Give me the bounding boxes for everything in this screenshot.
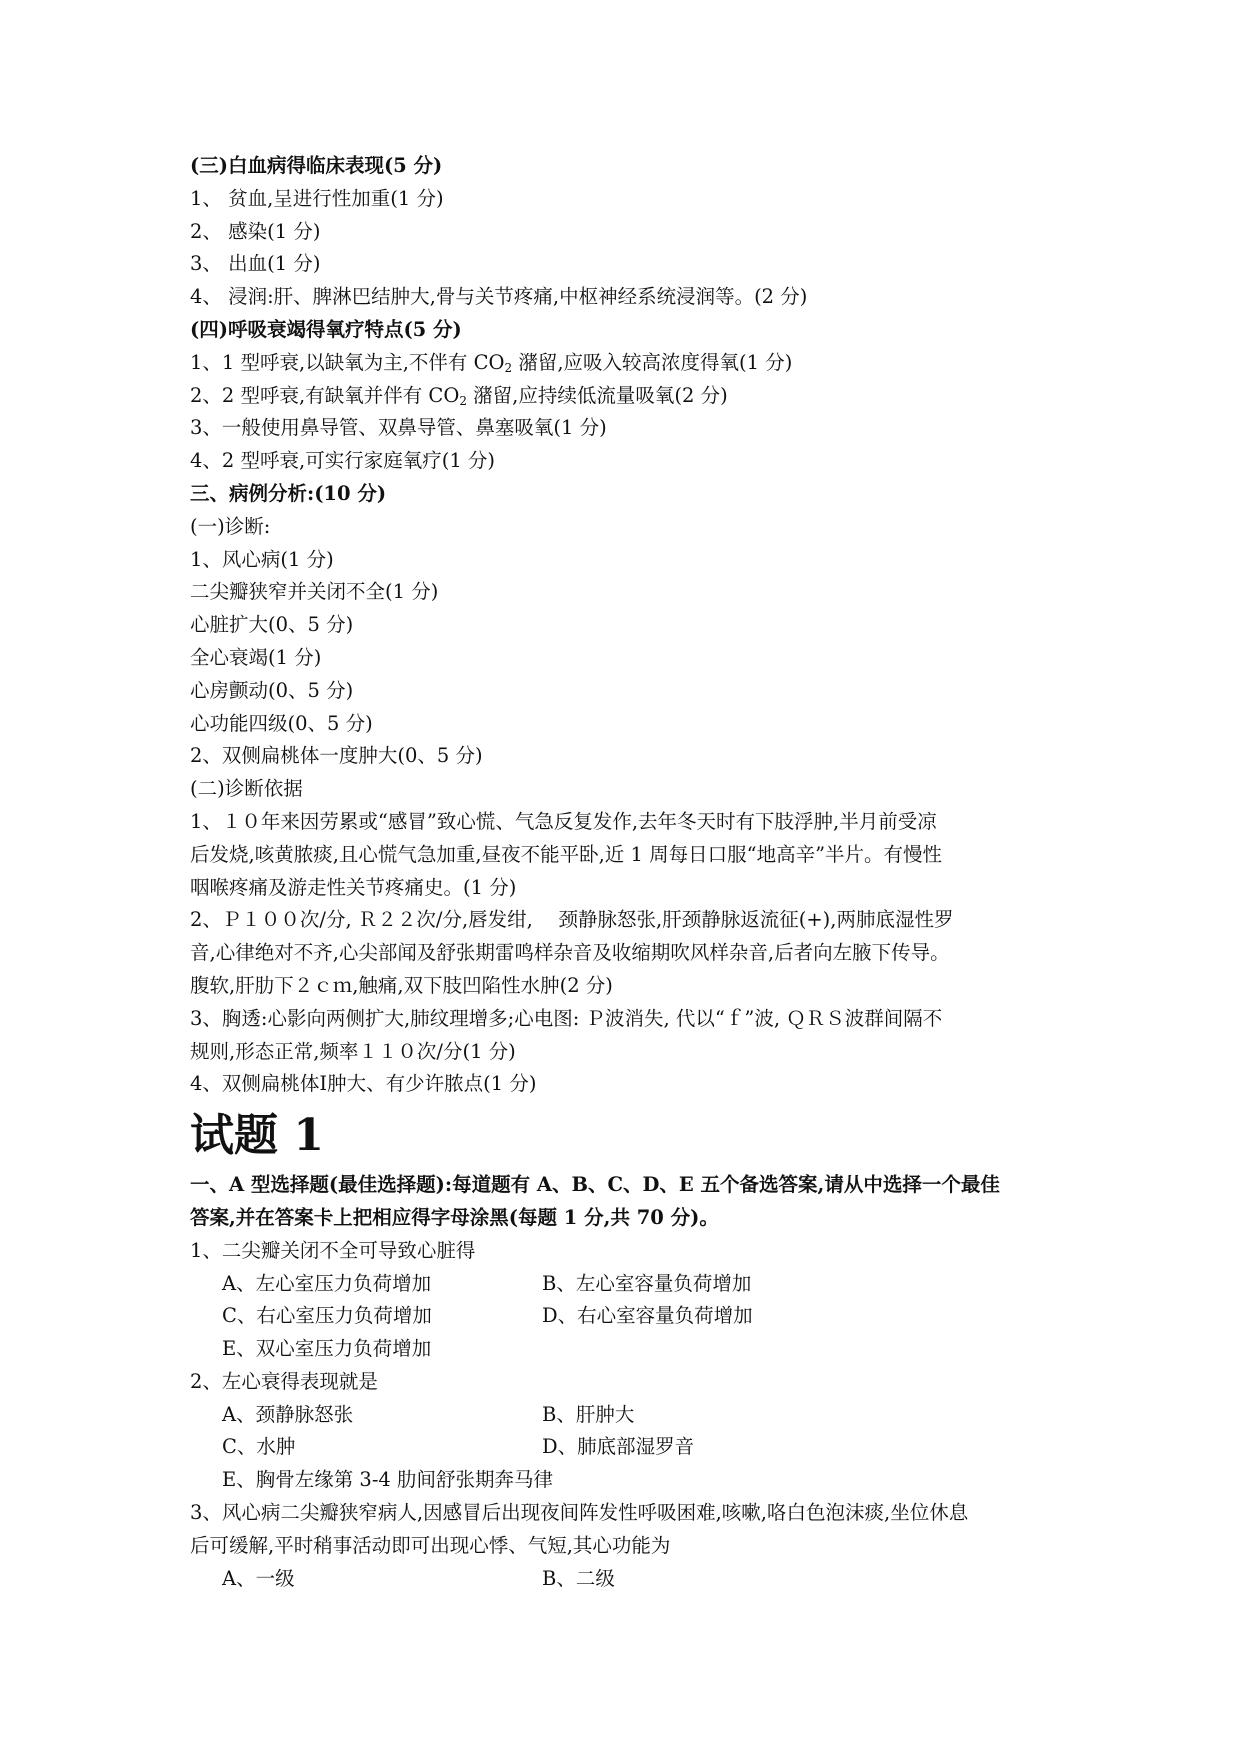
exam-instructions: 答案,并在答案卡上把相应得字母涂黑(每题 1 分,共 70 分)。 <box>190 1205 719 1229</box>
option-a: A、颈静脉怒张 <box>222 1402 354 1426</box>
basis-paragraph-line: 1、１０年来因劳累或“感冒”致心慌、气急反复发作,去年冬天时有下肢浮肿,半月前受凉 <box>190 809 937 833</box>
basis-paragraph-line: 4、双侧扁桃体Ⅰ肿大、有少许脓点(1 分) <box>190 1072 537 1096</box>
diagnosis-item: 心功能四级(0、5 分) <box>190 711 373 735</box>
diagnosis-item: 全心衰竭(1 分) <box>190 645 322 669</box>
option-a: A、左心室压力负荷增加 <box>222 1271 432 1295</box>
option-row <box>190 1563 1060 1596</box>
list-item: 3、 出血(1 分) <box>190 252 321 276</box>
question-stem: 1、二尖瓣关闭不全可导致心脏得 <box>190 1238 476 1262</box>
list-item: 2、 感染(1 分) <box>190 219 321 243</box>
basis-paragraph-line: 后发烧,咳黄脓痰,且心慌气急加重,昼夜不能平卧,近 1 周每日口服“地高辛”半片。有慢性 <box>190 842 943 866</box>
basis-paragraph-line: 3、胸透:心影向两侧扩大,肺纹理增多;心电图: Ｐ波消失, 代以“ｆ”波, ＱＲＳ波群间隔不 <box>190 1006 943 1030</box>
option-row <box>190 1333 1060 1366</box>
item-text: 2、2 型呼衰,有缺氧并伴有 CO <box>190 383 460 407</box>
option-b: B、二级 <box>542 1566 615 1590</box>
option-row <box>190 1399 1060 1432</box>
option-e: E、胸骨左缘第 3-4 肋间舒张期奔马律 <box>222 1468 554 1492</box>
list-item: 3、一般使用鼻导管、双鼻导管、鼻塞吸氧(1 分) <box>190 416 607 440</box>
list-item: 1、 贫血,呈进行性加重(1 分) <box>190 186 444 210</box>
diagnosis-item: 1、风心病(1 分) <box>190 547 334 571</box>
list-item <box>190 380 1060 413</box>
subsection-heading: (一)诊断: <box>190 514 271 538</box>
list-item: 4、 浸润:肝、脾淋巴结肿大,骨与关节疼痛,中枢神经系统浸润等。(2 分) <box>190 285 808 309</box>
diagnosis-item: 2、双侧扁桃体一度肿大(0、5 分) <box>190 744 483 768</box>
section-heading: 三、病例分析:(10 分) <box>190 481 387 505</box>
basis-paragraph-line: 音,心律绝对不齐,心尖部闻及舒张期雷鸣样杂音及收缩期吹风样杂音,后者向左腋下传导。 <box>190 941 950 965</box>
basis-paragraph-line: 腹软,肝肋下２ｃｍ,触痛,双下肢凹陷性水肿(2 分) <box>190 973 613 997</box>
option-a: A、一级 <box>222 1566 295 1590</box>
option-d: D、肺底部湿罗音 <box>542 1435 695 1459</box>
list-item <box>190 347 1060 380</box>
option-e: E、双心室压力负荷增加 <box>222 1337 432 1361</box>
question-stem: 2、左心衰得表现就是 <box>190 1369 378 1393</box>
section-heading: (三)白血病得临床表现(5 分) <box>190 154 443 177</box>
document-content <box>190 150 1060 1595</box>
basis-paragraph-line: 规则,形态正常,频率１１０次/分(1 分) <box>190 1039 516 1063</box>
section-heading: (四)呼吸衰竭得氧疗特点(5 分) <box>190 317 462 341</box>
option-b: B、左心室容量负荷增加 <box>542 1271 752 1295</box>
option-row <box>190 1464 1060 1497</box>
exam-instructions: 一、A 型选择题(最佳选择题):每道题有 A、B、C、D、E 五个备选答案,请从中选择一个最佳 <box>190 1173 1000 1197</box>
option-d: D、右心室容量负荷增加 <box>542 1304 753 1328</box>
option-b: B、肝肿大 <box>542 1402 635 1426</box>
item-text: 潴留,应吸入较高浓度得氧(1 分) <box>512 350 793 374</box>
item-text: 1、1 型呼衰,以缺氧为主,不伴有 CO <box>190 350 505 374</box>
list-item: 4、2 型呼衰,可实行家庭氧疗(1 分) <box>190 449 496 473</box>
option-row <box>190 1268 1060 1301</box>
subsection-heading: (二)诊断依据 <box>190 777 303 801</box>
question-stem: 后可缓解,平时稍事活动即可出现心悸、气短,其心功能为 <box>190 1533 671 1557</box>
item-text: 潴留,应持续低流量吸氧(2 分) <box>466 383 728 407</box>
exam-title: 试题 1 <box>190 1110 324 1162</box>
basis-paragraph-line: 咽喉疼痛及游走性关节疼痛史。(1 分) <box>190 875 517 899</box>
option-row <box>190 1300 1060 1333</box>
diagnosis-item: 心脏扩大(0、5 分) <box>190 613 354 637</box>
subscript: 2 <box>504 360 513 375</box>
basis-paragraph-line: 2、Ｐ１００次/分, Ｒ２２次/分,唇发绀, 颈静脉怒张,肝颈静脉返流征(+),两肺底湿性罗 <box>190 908 954 932</box>
option-c: C、右心室压力负荷增加 <box>222 1304 432 1328</box>
subscript: 2 <box>459 393 467 408</box>
diagnosis-item: 心房颤动(0、5 分) <box>190 678 354 702</box>
question-stem: 3、风心病二尖瓣狭窄病人,因感冒后出现夜间阵发性呼吸困难,咳嗽,咯白色泡沫痰,坐位休息 <box>190 1501 969 1525</box>
diagnosis-item: 二尖瓣狭窄并关闭不全(1 分) <box>190 580 439 604</box>
option-c: C、水肿 <box>222 1435 296 1459</box>
option-row <box>190 1431 1060 1464</box>
